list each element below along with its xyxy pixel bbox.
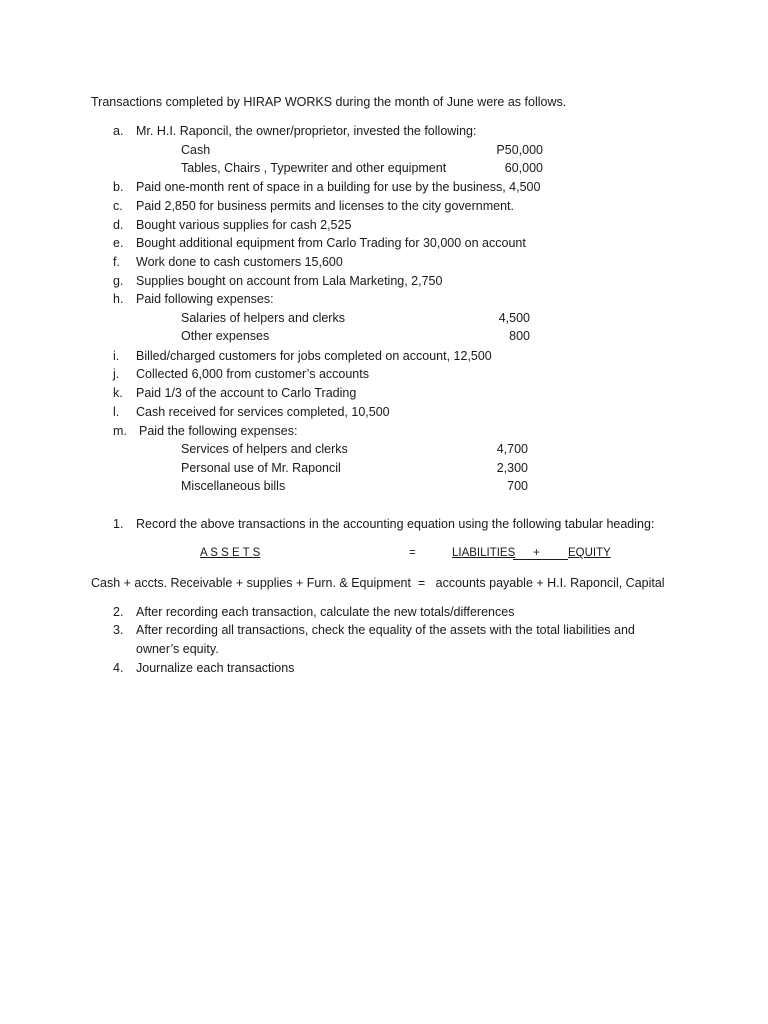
item-h-sub-amount: 800 [509,329,530,343]
item-m-sub-label: Miscellaneous bills [181,479,286,493]
item-b-label: b. [113,180,124,194]
item-i-text: Billed/charged customers for jobs completed on account, 12,500 [136,349,492,363]
item-g-label: g. [113,274,124,288]
item-h-text: Paid following expenses: [136,292,274,306]
item-d-text: Bought various supplies for cash 2,525 [136,218,352,232]
item-d-label: d. [113,218,124,232]
item-a-label: a. [113,124,124,138]
item-j-label: j. [113,367,120,381]
item-h-sub-label: Other expenses [181,329,270,343]
task-4-text: Journalize each transactions [136,661,295,675]
heading-equity: EQUITY [568,547,611,559]
item-h-sub-label: Salaries of helpers and clerks [181,311,345,325]
heading-assets: A S S E T S [200,547,261,559]
item-c-label: c. [113,199,123,213]
item-a-sub-amount: P50,000 [496,143,543,157]
item-a-sub-amount: 60,000 [504,161,543,175]
item-l-label: l. [113,405,120,419]
item-b-text: Paid one-month rent of space in a building for use by the business, 4,500 [136,180,541,194]
task-3-number: 3. [113,623,124,637]
heading-plus: + [533,547,540,559]
item-g-text: Supplies bought on account from Lala Marketing, 2,750 [136,274,443,288]
item-m-sub-amount: 4,700 [496,442,528,456]
item-m-sub-amount: 2,300 [496,461,528,475]
item-e-label: e. [113,236,124,250]
item-m-text: Paid the following expenses: [139,424,298,438]
item-j-text: Collected 6,000 from customer’s accounts [136,367,369,381]
task-1-number: 1. [113,517,124,531]
item-k-text: Paid 1/3 of the account to Carlo Trading [136,386,357,400]
task-3-text-cont: owner’s equity. [136,642,219,656]
item-l-text: Cash received for services completed, 10,500 [136,405,390,419]
heading-liabilities: LIABILITIES [452,547,516,559]
item-c-text: Paid 2,850 for business permits and licenses to the city government. [136,199,514,213]
intro-text: Transactions completed by HIRAP WORKS during the month of June were as follows. [91,95,567,109]
item-m-sub-amount: 700 [507,479,528,493]
item-i-label: i. [113,349,120,363]
item-m-label: m. [113,424,127,438]
item-f-text: Work done to cash customers 15,600 [136,255,343,269]
item-h-label: h. [113,292,124,306]
task-4-number: 4. [113,661,124,675]
task-1-text: Record the above transactions in the accounting equation using the following tabular heading: [136,517,655,531]
item-a-sub-label: Tables, Chairs , Typewriter and other equipment [181,161,447,175]
heading-equals: = [409,547,416,559]
item-f-label: f. [113,255,120,269]
item-a-text: Mr. H.I. Raponcil, the owner/proprietor, invested the following: [136,124,477,138]
heading-underline-gap [513,546,568,560]
accounting-equation: Cash + accts. Receivable + supplies + Furn. & Equipment = accounts payable + H.I. Raponcil, Capital [91,576,665,590]
item-h-sub-amount: 4,500 [498,311,530,325]
task-2-text: After recording each transaction, calculate the new totals/differences [136,605,515,619]
task-2-number: 2. [113,605,124,619]
item-a-sub-label: Cash [181,143,211,157]
task-3-text: After recording all transactions, check the equality of the assets with the total liabilities and [136,623,635,637]
item-m-sub-label: Personal use of Mr. Raponcil [181,461,341,475]
item-m-sub-label: Services of helpers and clerks [181,442,348,456]
item-k-label: k. [113,386,123,400]
item-e-text: Bought additional equipment from Carlo Trading for 30,000 on account [136,236,526,250]
